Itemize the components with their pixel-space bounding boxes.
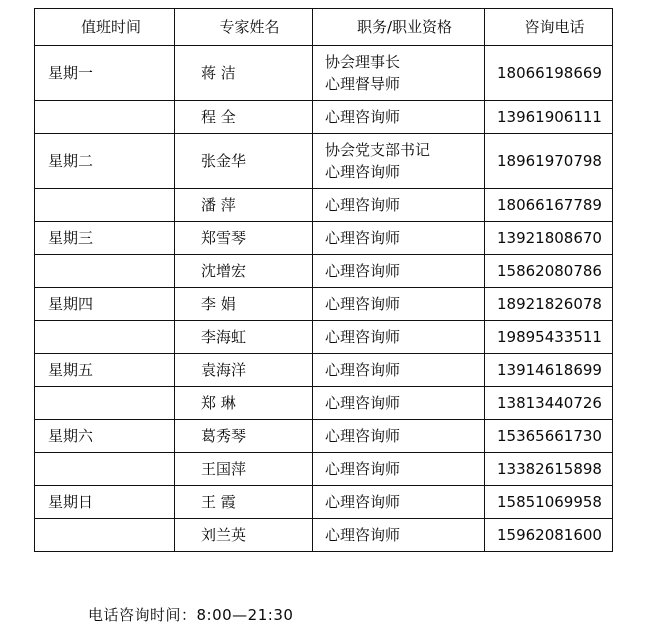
expert-name-label: 郑雪琴 bbox=[201, 229, 247, 247]
cell-expert-name bbox=[175, 453, 313, 486]
role-label bbox=[313, 46, 484, 100]
cell-role bbox=[313, 288, 485, 321]
phone-label: 13813440726 bbox=[497, 394, 602, 412]
expert-name-label: 蒋 洁 bbox=[201, 64, 236, 82]
expert-name-label: 郑 琳 bbox=[201, 394, 236, 412]
column-header-role-label: 职务/职业资格 bbox=[356, 18, 453, 36]
column-header-expert-name-label: 专家姓名 bbox=[219, 18, 280, 36]
table-row bbox=[35, 387, 613, 420]
cell-role bbox=[313, 453, 485, 486]
duty-time-label bbox=[35, 519, 174, 551]
cell-phone bbox=[485, 288, 613, 321]
cell-duty-time bbox=[35, 519, 175, 552]
duty-time-label: 星期日 bbox=[48, 493, 94, 511]
duty-time-label: 星期三 bbox=[48, 229, 94, 247]
column-header-role bbox=[313, 9, 485, 46]
phone-label: 15962081600 bbox=[497, 526, 602, 544]
phone-label: 18066167789 bbox=[497, 196, 602, 214]
cell-expert-name bbox=[175, 101, 313, 134]
cell-role bbox=[313, 255, 485, 288]
cell-role bbox=[313, 101, 485, 134]
cell-expert-name bbox=[175, 288, 313, 321]
table-row bbox=[35, 222, 613, 255]
phone-label: 15851069958 bbox=[497, 493, 602, 511]
cell-expert-name bbox=[175, 387, 313, 420]
duty-schedule-table bbox=[34, 8, 613, 552]
role-line-1: 协会党支部书记 bbox=[325, 141, 431, 159]
role-label: 心理咨询师 bbox=[325, 328, 401, 346]
cell-phone bbox=[485, 321, 613, 354]
column-header-expert-name bbox=[175, 9, 313, 46]
cell-phone bbox=[485, 255, 613, 288]
cell-role bbox=[313, 189, 485, 222]
role-line-2: 心理咨询师 bbox=[325, 163, 401, 181]
cell-expert-name bbox=[175, 321, 313, 354]
cell-phone bbox=[485, 101, 613, 134]
role-label: 心理咨询师 bbox=[325, 427, 401, 445]
cell-duty-time bbox=[35, 453, 175, 486]
role-label: 心理咨询师 bbox=[325, 196, 401, 214]
cell-role bbox=[313, 134, 485, 189]
table-row bbox=[35, 486, 613, 519]
phone-label: 13914618699 bbox=[497, 361, 602, 379]
phone-label: 15862080786 bbox=[497, 262, 602, 280]
cell-duty-time bbox=[35, 486, 175, 519]
duty-time-label bbox=[35, 101, 174, 133]
table-row bbox=[35, 46, 613, 101]
cell-duty-time bbox=[35, 222, 175, 255]
role-line-1: 协会理事长 bbox=[325, 53, 401, 71]
cell-role bbox=[313, 354, 485, 387]
phone-label: 19895433511 bbox=[497, 328, 602, 346]
cell-expert-name bbox=[175, 134, 313, 189]
duty-time-label: 星期一 bbox=[48, 64, 94, 82]
phone-label: 13961906111 bbox=[497, 108, 602, 126]
cell-duty-time bbox=[35, 288, 175, 321]
table-row bbox=[35, 321, 613, 354]
cell-expert-name bbox=[175, 354, 313, 387]
duty-time-label bbox=[35, 189, 174, 221]
cell-role bbox=[313, 222, 485, 255]
role-label: 心理咨询师 bbox=[325, 394, 401, 412]
cell-role bbox=[313, 46, 485, 101]
table-row bbox=[35, 288, 613, 321]
cell-role bbox=[313, 321, 485, 354]
cell-role bbox=[313, 519, 485, 552]
phone-label: 13382615898 bbox=[497, 460, 602, 478]
table-row bbox=[35, 354, 613, 387]
role-label: 心理咨询师 bbox=[325, 295, 401, 313]
role-label bbox=[313, 134, 484, 188]
expert-name-label: 李海虹 bbox=[201, 328, 247, 346]
cell-expert-name bbox=[175, 222, 313, 255]
duty-time-label bbox=[35, 321, 174, 353]
cell-role bbox=[313, 420, 485, 453]
table-row bbox=[35, 189, 613, 222]
expert-name-label: 葛秀琴 bbox=[201, 427, 247, 445]
role-label: 心理咨询师 bbox=[325, 361, 401, 379]
table-row bbox=[35, 101, 613, 134]
cell-expert-name bbox=[175, 46, 313, 101]
table-row bbox=[35, 453, 613, 486]
cell-expert-name bbox=[175, 420, 313, 453]
column-header-phone-label: 咨询电话 bbox=[524, 18, 585, 36]
duty-time-label: 星期二 bbox=[48, 152, 94, 170]
cell-duty-time bbox=[35, 387, 175, 420]
expert-name-label: 张金华 bbox=[201, 152, 247, 170]
expert-name-label: 李 娟 bbox=[201, 295, 236, 313]
expert-name-label: 袁海洋 bbox=[201, 361, 247, 379]
cell-phone bbox=[485, 189, 613, 222]
phone-label: 15365661730 bbox=[497, 427, 602, 445]
cell-expert-name bbox=[175, 486, 313, 519]
cell-duty-time bbox=[35, 354, 175, 387]
duty-time-label bbox=[35, 387, 174, 419]
table-row bbox=[35, 519, 613, 552]
cell-duty-time bbox=[35, 101, 175, 134]
expert-name-label: 王 霞 bbox=[201, 493, 236, 511]
cell-phone bbox=[485, 46, 613, 101]
expert-name-label: 沈增宏 bbox=[201, 262, 247, 280]
duty-time-label bbox=[35, 453, 174, 485]
table-row bbox=[35, 134, 613, 189]
cell-duty-time bbox=[35, 189, 175, 222]
phone-label: 18921826078 bbox=[497, 295, 602, 313]
phone-label: 18066198669 bbox=[497, 64, 602, 82]
cell-phone bbox=[485, 420, 613, 453]
cell-phone bbox=[485, 486, 613, 519]
cell-role bbox=[313, 387, 485, 420]
expert-name-label: 王国萍 bbox=[201, 460, 247, 478]
cell-duty-time bbox=[35, 46, 175, 101]
cell-expert-name bbox=[175, 255, 313, 288]
consultation-hours-note: 电话咨询时间：8:00—21:30 bbox=[88, 606, 294, 624]
expert-name-label: 程 全 bbox=[201, 108, 236, 126]
cell-phone bbox=[485, 134, 613, 189]
duty-time-label: 星期四 bbox=[48, 295, 94, 313]
role-label: 心理咨询师 bbox=[325, 229, 401, 247]
duty-time-label: 星期五 bbox=[48, 361, 94, 379]
duty-time-label: 星期六 bbox=[48, 427, 94, 445]
cell-phone bbox=[485, 453, 613, 486]
role-label: 心理咨询师 bbox=[325, 526, 401, 544]
role-label: 心理咨询师 bbox=[325, 108, 401, 126]
cell-duty-time bbox=[35, 255, 175, 288]
cell-duty-time bbox=[35, 321, 175, 354]
table-header-row bbox=[35, 9, 613, 46]
cell-duty-time bbox=[35, 420, 175, 453]
role-label: 心理咨询师 bbox=[325, 262, 401, 280]
role-label: 心理咨询师 bbox=[325, 493, 401, 511]
role-label: 心理咨询师 bbox=[325, 460, 401, 478]
phone-label: 13921808670 bbox=[497, 229, 602, 247]
phone-label: 18961970798 bbox=[497, 152, 602, 170]
table-row bbox=[35, 255, 613, 288]
expert-name-label: 刘兰英 bbox=[201, 526, 247, 544]
column-header-duty-time-label: 值班时间 bbox=[80, 18, 141, 36]
role-line-2: 心理督导师 bbox=[325, 75, 401, 93]
cell-expert-name bbox=[175, 519, 313, 552]
cell-phone bbox=[485, 387, 613, 420]
cell-phone bbox=[485, 354, 613, 387]
duty-time-label bbox=[35, 255, 174, 287]
expert-name-label: 潘 萍 bbox=[201, 196, 236, 214]
column-header-phone bbox=[485, 9, 613, 46]
cell-expert-name bbox=[175, 189, 313, 222]
table-row bbox=[35, 420, 613, 453]
cell-role bbox=[313, 486, 485, 519]
cell-duty-time bbox=[35, 134, 175, 189]
cell-phone bbox=[485, 519, 613, 552]
cell-phone bbox=[485, 222, 613, 255]
column-header-duty-time bbox=[35, 9, 175, 46]
